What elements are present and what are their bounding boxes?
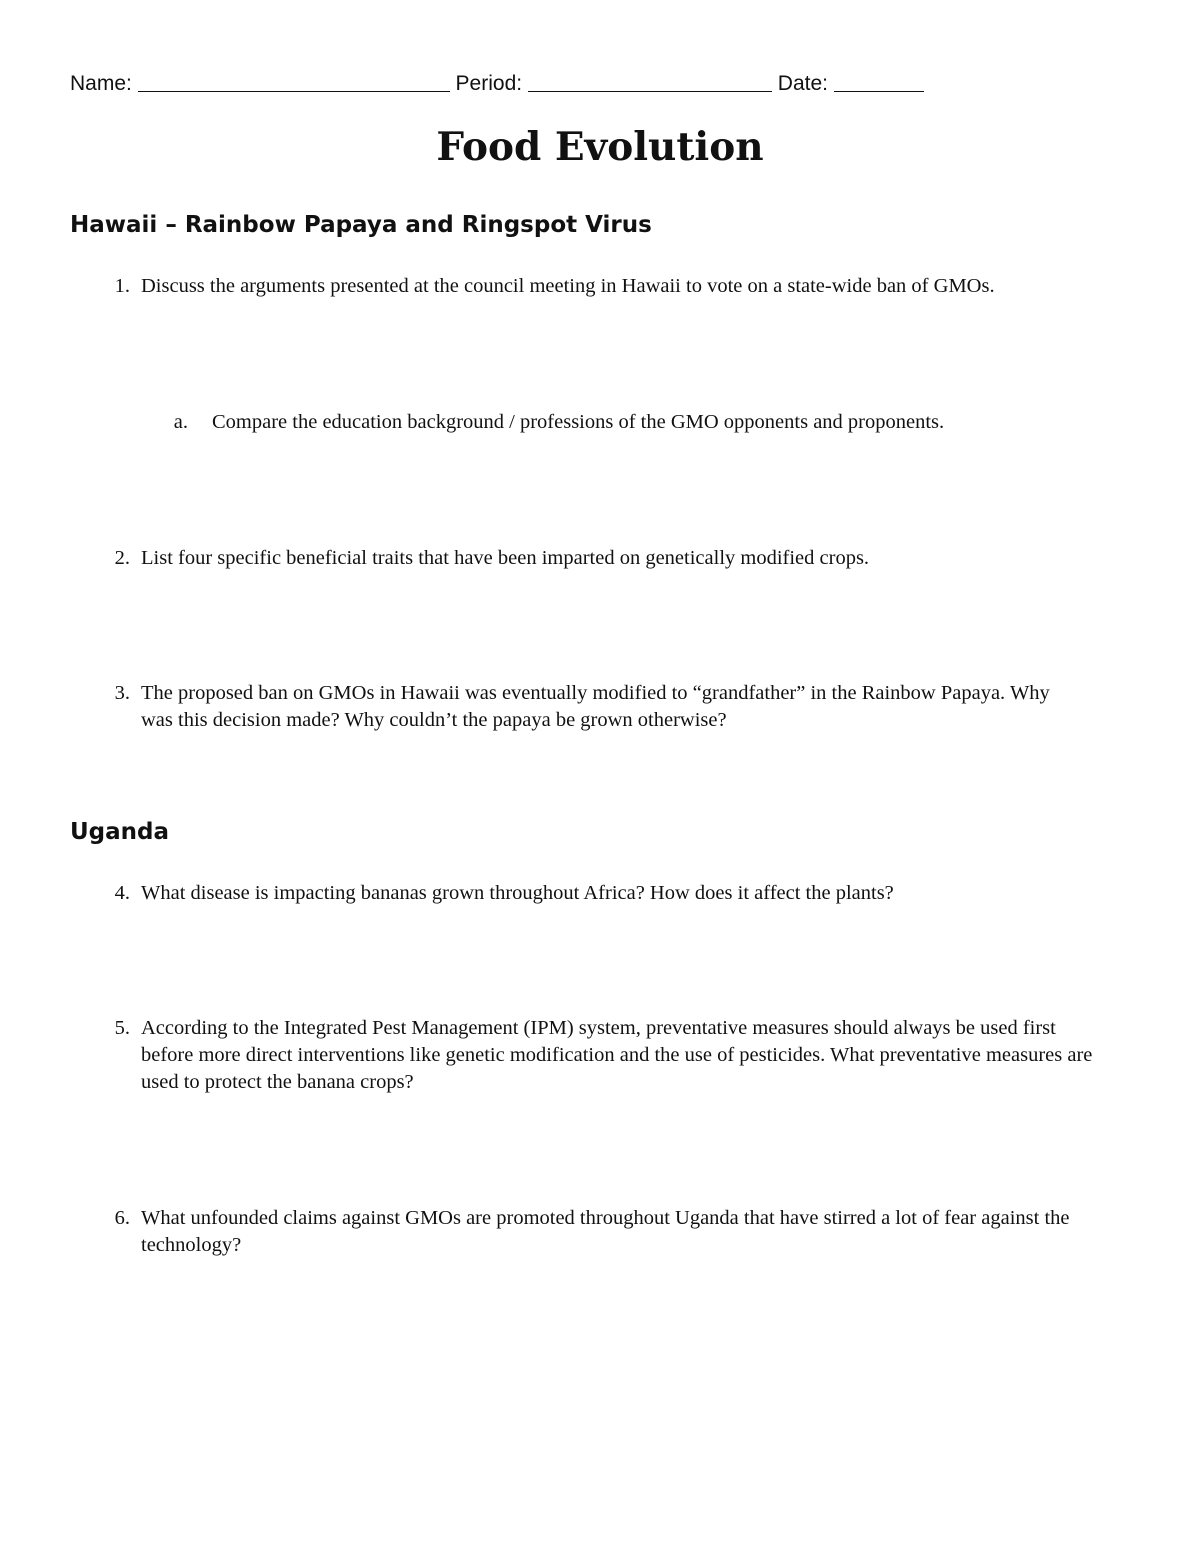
question-6 <box>104 1205 1109 1259</box>
section-heading-hawaii: Hawaii – Rainbow Papaya and Ringspot Virus <box>70 212 652 238</box>
question-text: According to the Integrated Pest Management (IPM) system, preventative measures should always be used first before more direct interventions like genetic modification and the use of pesticides. What preventative measures are used to protect the banana crops? <box>141 1017 1093 1093</box>
question-text: The proposed ban on GMOs in Hawaii was eventually modified to “grandfather” in the Rainbow Papaya. Why was this decision made? Why couldn’t the papaya be grown otherwise? <box>141 682 1050 731</box>
date-label: Date: <box>777 72 828 95</box>
question-3 <box>104 680 1061 734</box>
name-blank[interactable] <box>138 73 450 92</box>
question-4 <box>104 880 1104 907</box>
question-number: 6. <box>114 1207 130 1229</box>
question-number: 1. <box>114 275 130 297</box>
section-heading-uganda: Uganda <box>70 819 170 845</box>
question-text: What disease is impacting bananas grown throughout Africa? How does it affect the plants? <box>141 882 894 904</box>
period-label: Period: <box>455 72 523 95</box>
question-1a <box>148 409 1108 436</box>
question-number: 3. <box>114 682 130 704</box>
period-blank[interactable] <box>528 73 772 92</box>
page-title: Food Evolution <box>436 124 764 170</box>
question-1 <box>104 273 1134 300</box>
question-letter: a. <box>173 411 188 433</box>
question-text: Discuss the arguments presented at the council meeting in Hawaii to vote on a state-wide ban of GMOs. <box>141 275 995 297</box>
question-number: 5. <box>114 1017 130 1039</box>
question-text: What unfounded claims against GMOs are promoted throughout Uganda that have stirred a lot of fear against the technology? <box>141 1207 1070 1256</box>
question-2 <box>104 545 1104 572</box>
student-info-line <box>70 72 924 96</box>
question-5 <box>104 1015 1109 1096</box>
question-number: 2. <box>114 547 130 569</box>
date-blank[interactable] <box>834 73 924 92</box>
question-text: List four specific beneficial traits that have been imparted on genetically modified crops. <box>141 547 870 569</box>
name-label: Name: <box>70 72 132 95</box>
question-text: Compare the education background / professions of the GMO opponents and proponents. <box>212 411 945 433</box>
question-number: 4. <box>114 882 130 904</box>
